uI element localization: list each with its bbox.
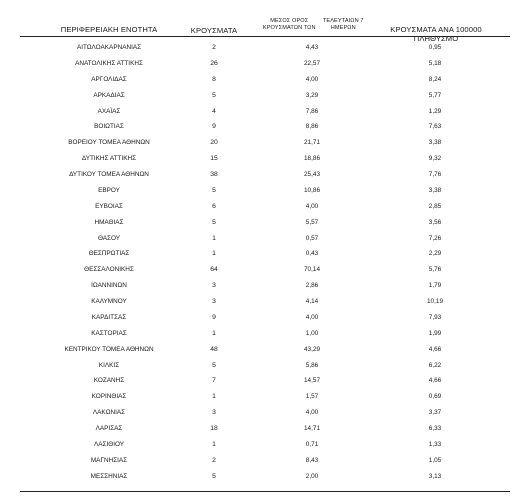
cell-avg-7-days: 10,86: [304, 186, 320, 194]
table-row: [0, 405, 517, 421]
cell-region: ΛΑΚΩΝΙΑΣ: [92, 409, 126, 417]
cell-region: ΜΑΓΝΗΣΙΑΣ: [90, 456, 128, 464]
cell-cases: 9: [212, 123, 216, 131]
cell-rate-per-100000: 3,13: [428, 472, 442, 480]
cell-rate-per-100000: 6,22: [428, 361, 442, 369]
cell-rate-per-100000: 5,18: [428, 59, 442, 67]
column-header-avg-line2: ΤΕΛΕΥΤΑΙΩΝ 7 ΗΜΕΡΩΝ: [322, 18, 364, 31]
cell-rate-per-100000: 9,32: [428, 155, 442, 163]
cell-rate-per-100000: 1,29: [428, 107, 442, 115]
table-row: [0, 215, 517, 231]
table-row: [0, 72, 517, 88]
cell-rate-per-100000: 2,29: [428, 250, 442, 258]
cell-rate-per-100000: 6,33: [428, 425, 442, 433]
cell-avg-7-days: 5,86: [305, 361, 319, 369]
cell-region: ΘΑΣΟΥ: [97, 234, 121, 242]
cell-avg-7-days: 0,71: [305, 441, 319, 448]
cell-rate-per-100000: 1,33: [428, 441, 442, 448]
table-row: [0, 278, 517, 294]
column-header-avg-line1: ΜΕΣΟΣ ΟΡΟΣ ΚΡΟΥΣΜΑΤΩΝ ΤΩΝ: [262, 18, 316, 31]
cell-avg-7-days: 5,57: [305, 218, 319, 226]
table-row: [0, 310, 517, 326]
cell-region: ΕΒΡΟΥ: [98, 186, 120, 194]
table-row: [0, 358, 517, 374]
cell-rate-per-100000: 4,66: [428, 377, 442, 385]
cell-region: ΔΥΤΙΚΟΥ ΤΟΜΕΑ ΑΘΗΝΩΝ: [69, 171, 149, 179]
cell-region: ΘΕΣΠΡΩΤΙΑΣ: [88, 250, 130, 258]
cell-cases: 15: [210, 155, 218, 163]
cell-avg-7-days: 4,14: [305, 298, 319, 306]
table-row: [0, 135, 517, 151]
cell-cases: 6: [212, 202, 216, 210]
cell-cases: 5: [212, 186, 216, 194]
cell-region: ΙΩΑΝΝΙΝΩΝ: [91, 282, 127, 290]
cell-avg-7-days: 4,00: [305, 409, 319, 417]
cell-region: ΛΑΡΙΣΑΣ: [95, 425, 123, 433]
cell-cases: 4: [212, 107, 216, 115]
cell-avg-7-days: 1,57: [305, 393, 319, 401]
cell-cases: 8: [212, 75, 216, 83]
cell-avg-7-days: 18,86: [304, 155, 320, 163]
cell-rate-per-100000: 8,24: [428, 75, 442, 83]
table-row: [0, 246, 517, 262]
table-row: [0, 40, 517, 56]
table-row: [0, 469, 517, 485]
cell-cases: 3: [212, 298, 216, 306]
cell-region: ΔΥΤΙΚΗΣ ΑΤΤΙΚΗΣ: [81, 155, 137, 163]
cell-rate-per-100000: 7,93: [428, 313, 442, 321]
table-row: [0, 342, 517, 358]
cell-cases: 1: [212, 329, 216, 337]
cell-region: ΚΕΝΤΡΙΚΟΥ ΤΟΜΕΑ ΑΘΗΝΩΝ: [64, 345, 154, 353]
column-header-region: ΠΕΡΙΦΕΡΕΙΑΚΗ ΕΝΟΤΗΤΑ: [60, 25, 158, 34]
cell-avg-7-days: 3,29: [305, 91, 319, 99]
cell-cases: 1: [212, 441, 216, 448]
table-row: [0, 262, 517, 278]
table-row: [0, 151, 517, 167]
cell-region: ΛΑΣΙΘΙΟΥ: [93, 441, 125, 448]
cell-rate-per-100000: 7,76: [428, 171, 442, 179]
cell-cases: 5: [212, 472, 216, 480]
cell-region: ΚΑΣΤΟΡΙΑΣ: [91, 329, 127, 337]
cell-rate-per-100000: 2,85: [428, 202, 442, 210]
table-row: [0, 199, 517, 215]
cell-region: ΚΟΡΙΝΘΙΑΣ: [91, 393, 127, 401]
cell-region: ΜΕΣΣΗΝΙΑΣ: [90, 472, 128, 480]
cell-avg-7-days: 2,00: [305, 472, 319, 480]
cell-rate-per-100000: 0,95: [428, 44, 442, 51]
cell-cases: 5: [212, 361, 216, 369]
cell-rate-per-100000: 7,63: [428, 123, 442, 131]
cell-rate-per-100000: 4,66: [428, 345, 442, 353]
cell-region: ΒΟΙΩΤΙΑΣ: [94, 123, 124, 131]
cell-cases: 1: [212, 393, 216, 401]
table-row: [0, 56, 517, 72]
cell-avg-7-days: 0,57: [305, 234, 319, 242]
cell-rate-per-100000: 7,26: [428, 234, 442, 242]
cell-rate-per-100000: 10,19: [427, 298, 443, 306]
cell-cases: 7: [212, 377, 216, 385]
cell-rate-per-100000: 0,69: [428, 393, 442, 401]
table-row: [0, 326, 517, 342]
cell-region: ΚΙΛΚΙΣ: [98, 361, 120, 369]
column-header-avg-7-days: [258, 0, 366, 37]
cell-cases: 1: [212, 250, 216, 258]
cell-region: ΑΙΤΩΛΟΑΚΑΡΝΑΝΙΑΣ: [76, 44, 142, 51]
cell-region: ΚΑΛΥΜΝΟΥ: [91, 298, 127, 306]
cell-region: ΑΡΓΟΛΙΔΑΣ: [91, 75, 127, 83]
cell-avg-7-days: 4,00: [305, 313, 319, 321]
cell-cases: 3: [212, 282, 216, 290]
cell-region: ΚΑΡΔΙΤΣΑΣ: [91, 313, 127, 321]
cell-region: ΕΥΒΟΙΑΣ: [95, 202, 123, 210]
table-row: [0, 389, 517, 405]
column-header-rate-per-100000: ΚΡΟΥΣΜΑΤΑ ΑΝΑ 100000 ΠΛΗΘΥΣΜΟ: [390, 25, 482, 43]
cell-avg-7-days: 8,86: [305, 123, 319, 131]
cell-avg-7-days: 4,00: [305, 202, 319, 210]
table-bottom-rule: [20, 491, 510, 492]
cell-avg-7-days: 14,57: [304, 377, 320, 385]
cell-avg-7-days: 8,43: [305, 456, 319, 464]
cell-cases: 5: [212, 218, 216, 226]
cell-cases: 64: [210, 266, 218, 274]
cell-rate-per-100000: 1,05: [428, 456, 442, 464]
table-row: [0, 119, 517, 135]
cell-cases: 20: [210, 139, 218, 147]
table-row: [0, 294, 517, 310]
table-row: [0, 104, 517, 120]
cell-rate-per-100000: 3,37: [428, 409, 442, 417]
cell-cases: 2: [212, 456, 216, 464]
cell-avg-7-days: 1,00: [305, 329, 319, 337]
cell-avg-7-days: 4,00: [305, 75, 319, 83]
cell-avg-7-days: 7,86: [305, 107, 319, 115]
cell-cases: 9: [212, 313, 216, 321]
cell-avg-7-days: 43,29: [304, 345, 320, 353]
column-header-cases: ΚΡΟΥΣΜΑΤΑ: [190, 26, 238, 35]
cell-cases: 48: [210, 345, 218, 353]
cell-cases: 3: [212, 409, 216, 417]
table-row: [0, 167, 517, 183]
cell-cases: 2: [212, 44, 216, 51]
table-row: [0, 88, 517, 104]
cell-avg-7-days: 0,43: [305, 250, 319, 258]
cell-cases: 5: [212, 91, 216, 99]
table-row: [0, 437, 517, 453]
table-row: [0, 231, 517, 247]
cell-rate-per-100000: 5,77: [428, 91, 442, 99]
cell-region: ΑΝΑΤΟΛΙΚΗΣ ΑΤΤΙΚΗΣ: [75, 59, 143, 67]
table-row: [0, 421, 517, 437]
cell-avg-7-days: 25,43: [304, 171, 320, 179]
table-row: [0, 183, 517, 199]
cell-region: ΗΜΑΘΙΑΣ: [94, 218, 124, 226]
cell-avg-7-days: 70,14: [304, 266, 320, 274]
cell-cases: 1: [212, 234, 216, 242]
cell-rate-per-100000: 5,76: [428, 266, 442, 274]
cell-avg-7-days: 2,86: [305, 282, 319, 290]
cell-region: ΚΟΖΑΝΗΣ: [93, 377, 125, 385]
cell-region: ΑΡΚΑΔΙΑΣ: [93, 91, 125, 99]
header-divider: [20, 36, 510, 37]
cell-rate-per-100000: 3,38: [428, 186, 442, 194]
cell-cases: 26: [210, 59, 218, 67]
cell-avg-7-days: 21,71: [304, 139, 320, 147]
cell-avg-7-days: 22,57: [304, 59, 320, 67]
cell-rate-per-100000: 3,38: [428, 139, 442, 147]
cell-cases: 18: [210, 425, 218, 433]
cell-region: ΘΕΣΣΑΛΟΝΙΚΗΣ: [84, 266, 134, 274]
cell-region: ΑΧΑΪΑΣ: [97, 107, 121, 115]
cell-avg-7-days: 14,71: [304, 425, 320, 433]
table-row: [0, 373, 517, 389]
cell-rate-per-100000: 1,99: [428, 329, 442, 337]
cell-rate-per-100000: 1,79: [428, 282, 442, 290]
cell-region: ΒΟΡΕΙΟΥ ΤΟΜΕΑ ΑΘΗΝΩΝ: [68, 139, 150, 147]
table-row: [0, 453, 517, 469]
cell-cases: 38: [210, 171, 218, 179]
cell-rate-per-100000: 3,56: [428, 218, 442, 226]
cell-avg-7-days: 4,43: [305, 44, 319, 51]
